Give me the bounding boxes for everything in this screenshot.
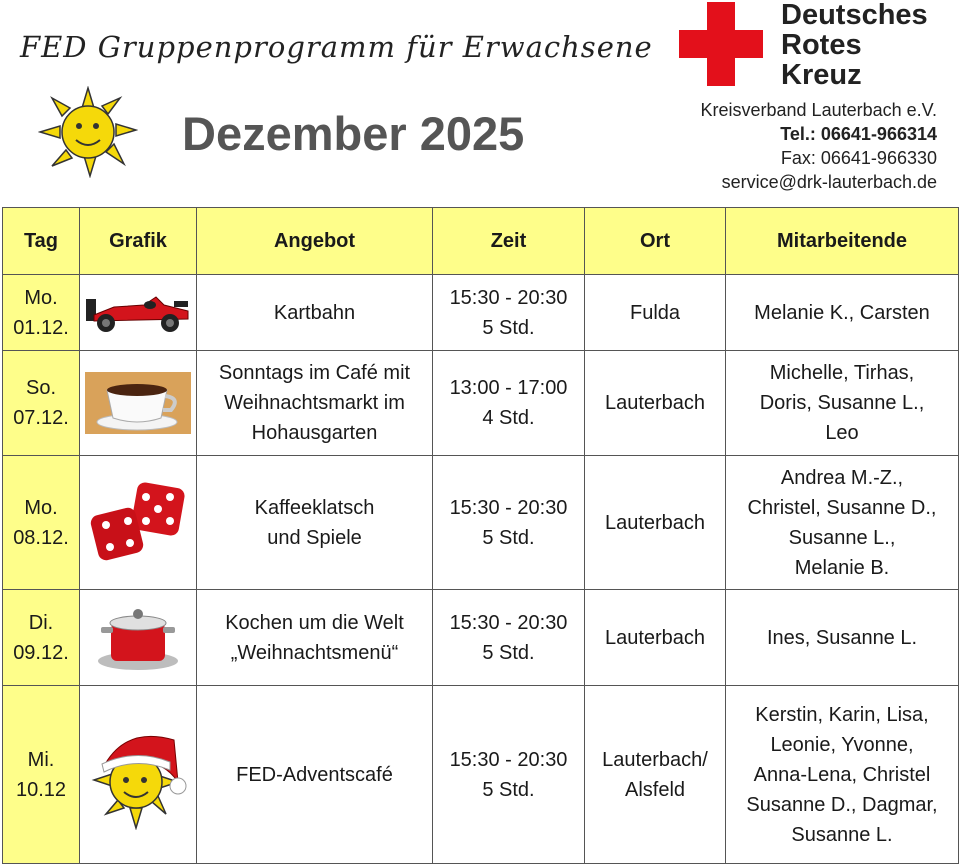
graphic-cell — [80, 351, 197, 456]
location-line: Fulda — [629, 301, 681, 324]
location-line: Lauterbach — [604, 392, 706, 414]
staff-line: Susanne L. — [791, 823, 893, 846]
time-cell — [433, 686, 585, 864]
staff-line: Susanne L., — [788, 526, 896, 549]
duration: 5 Std. — [482, 316, 535, 339]
offer-line: Hohausgarten — [251, 422, 378, 444]
staff-cell — [726, 351, 959, 456]
location-cell — [585, 351, 726, 456]
org-name-line3: Kreuz — [781, 59, 862, 91]
race-car-icon — [84, 291, 192, 335]
offer-line: FED-Adventscafé — [236, 763, 393, 786]
day-cell — [3, 456, 80, 590]
cooking-pot-icon — [93, 603, 183, 673]
offer-line: und Spiele — [267, 526, 362, 549]
program-title: FED Gruppenprogramm für Erwachsene — [20, 30, 653, 64]
staff-line: Ines, Susanne L. — [766, 626, 918, 649]
staff-line: Leo — [825, 422, 859, 444]
graphic-cell — [80, 590, 197, 686]
weekday: Di. — [28, 611, 54, 634]
graphic-cell — [80, 275, 197, 351]
org-name-line2: Rotes — [781, 29, 862, 61]
location-cell — [585, 456, 726, 590]
location-cell — [585, 686, 726, 864]
time-range: 15:30 - 20:30 — [449, 748, 568, 771]
duration: 4 Std. — [482, 407, 535, 429]
offer-cell — [197, 351, 433, 456]
table-row — [3, 686, 959, 864]
sun-icon — [38, 86, 138, 178]
staff-line: Andrea M.-Z., — [780, 466, 904, 489]
phone: Tel.: 06641-966314 — [780, 124, 937, 144]
offer-line: Kaffeeklatsch — [254, 496, 375, 519]
staff-line: Melanie B. — [794, 556, 890, 579]
day-cell — [3, 590, 80, 686]
dice-icon — [88, 481, 188, 565]
column-header-grafik: Grafik — [80, 208, 197, 275]
offer-line: Kartbahn — [273, 301, 356, 324]
time-range: 13:00 - 17:00 — [449, 377, 568, 399]
staff-cell — [726, 590, 959, 686]
schedule-table — [2, 207, 959, 864]
location-line: Alsfeld — [624, 778, 686, 801]
offer-cell — [197, 456, 433, 590]
branch-name: Kreisverband Lauterbach e.V. — [700, 100, 937, 120]
date: 09.12. — [13, 641, 69, 664]
org-name — [781, 0, 928, 90]
red-cross-logo — [679, 2, 763, 86]
day-cell — [3, 686, 80, 864]
time-range: 15:30 - 20:30 — [449, 286, 568, 309]
weekday: Mo. — [24, 496, 58, 519]
weekday: Mi. — [27, 748, 55, 771]
time-cell — [433, 275, 585, 351]
column-header-angebot: Angebot — [197, 208, 433, 275]
column-header-zeit: Zeit — [433, 208, 585, 275]
time-range: 15:30 - 20:30 — [449, 611, 568, 634]
duration: 5 Std. — [482, 641, 535, 664]
staff-line: Doris, Susanne L., — [759, 392, 925, 414]
location-cell — [585, 275, 726, 351]
staff-cell — [726, 275, 959, 351]
duration: 5 Std. — [482, 526, 535, 549]
location-line: Lauterbach — [604, 511, 706, 534]
offer-cell — [197, 686, 433, 864]
fax: Fax: 06641-966330 — [780, 148, 937, 168]
graphic-cell — [80, 456, 197, 590]
contact-block — [701, 98, 938, 194]
column-header-mitarbeitende: Mitarbeitende — [726, 208, 959, 275]
day-cell — [3, 351, 80, 456]
staff-line: Leonie, Yvonne, — [770, 733, 914, 756]
location-line: Lauterbach/ — [602, 748, 708, 771]
staff-line: Kerstin, Karin, Lisa, — [755, 703, 929, 726]
offer-cell — [197, 275, 433, 351]
time-cell — [433, 590, 585, 686]
coffee-cup-icon — [85, 372, 191, 434]
offer-cell — [197, 590, 433, 686]
date: 08.12. — [13, 526, 69, 549]
location-cell — [585, 590, 726, 686]
table-row — [3, 275, 959, 351]
header — [0, 0, 960, 205]
column-header-ort: Ort — [585, 208, 726, 275]
month-title: Dezember 2025 — [182, 107, 525, 160]
table-row — [3, 351, 959, 456]
duration: 5 Std. — [482, 778, 535, 801]
time-cell — [433, 351, 585, 456]
weekday: So. — [25, 377, 57, 399]
time-cell — [433, 456, 585, 590]
staff-line: Melanie K., Carsten — [754, 301, 930, 324]
staff-line: Anna-Lena, Christel — [753, 763, 931, 786]
staff-cell — [726, 686, 959, 864]
date: 07.12. — [13, 407, 69, 429]
offer-line: Kochen um die Welt — [225, 611, 404, 634]
graphic-cell — [80, 686, 197, 864]
org-name-line1: Deutsches — [781, 0, 928, 31]
table-row — [3, 590, 959, 686]
offer-line: Weihnachtsmarkt im — [224, 392, 405, 414]
date: 10.12 — [15, 778, 67, 801]
staff-cell — [726, 456, 959, 590]
location-line: Lauterbach — [604, 626, 706, 649]
staff-line: Michelle, Tirhas, — [769, 362, 915, 384]
staff-line: Christel, Susanne D., — [747, 496, 937, 519]
offer-line: Sonntags im Café mit — [218, 362, 411, 384]
time-range: 15:30 - 20:30 — [449, 496, 568, 519]
santa-sun-icon — [86, 720, 190, 830]
table-row — [3, 456, 959, 590]
table-header-row — [3, 208, 959, 275]
date: 01.12. — [13, 316, 69, 339]
offer-line: „Weihnachtsmenü“ — [230, 641, 399, 664]
day-cell — [3, 275, 80, 351]
weekday: Mo. — [24, 286, 58, 309]
staff-line: Susanne D., Dagmar, — [746, 793, 938, 816]
column-header-tag: Tag — [3, 208, 80, 275]
email: service@drk-lauterbach.de — [721, 172, 937, 192]
